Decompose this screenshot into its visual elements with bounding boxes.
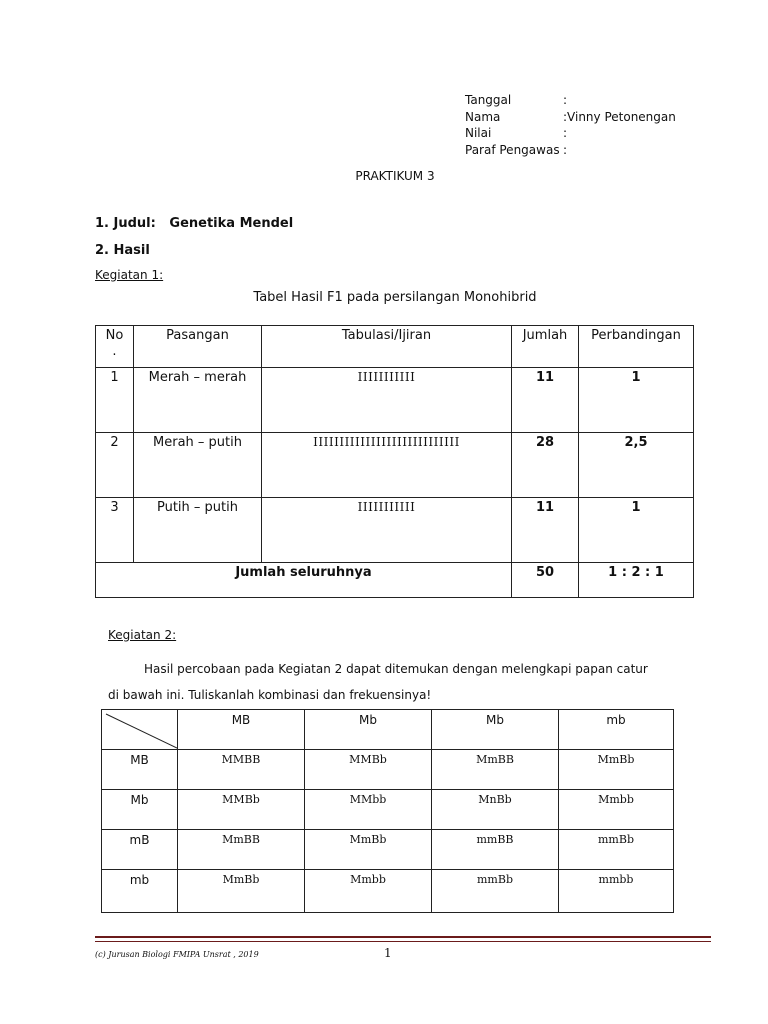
header-label: Paraf Pengawas: [465, 143, 560, 157]
genotype-cell: MMBb: [305, 750, 432, 790]
footer-rule-bottom: [95, 941, 711, 942]
table-row: [96, 498, 694, 563]
cell-tabulasi: IIIIIIIIIII: [262, 498, 512, 563]
table1-title: Tabel Hasil F1 pada persilangan Monohibrid: [253, 290, 537, 305]
genotype-cell: mmbb: [559, 870, 674, 913]
genotype-cell: MmBb: [178, 870, 305, 913]
kegiatan1-label: Kegiatan 1:: [95, 268, 164, 282]
section-judul: [95, 216, 293, 231]
table-header-row: [96, 326, 694, 368]
header-jumlah: Jumlah: [512, 326, 579, 368]
diagonal-corner-cell: [102, 710, 178, 750]
section-hasil: 2. Hasil: [95, 243, 150, 258]
table-row: [96, 433, 694, 498]
genotype-cell: mmBb: [559, 830, 674, 870]
header-value: :: [563, 126, 568, 140]
header-row-tanggal: [465, 92, 567, 108]
cell-no: 3: [96, 498, 134, 563]
section-judul-number: 1. Judul:: [95, 216, 156, 231]
cell-jumlah: 28: [512, 433, 579, 498]
page-number: 1: [384, 946, 392, 960]
header-pasangan: Pasangan: [134, 326, 262, 368]
cell-no: 2: [96, 433, 134, 498]
col-header: mb: [559, 710, 674, 750]
total-ratio: 1 : 2 : 1: [579, 563, 694, 598]
punnett-header-row: [102, 710, 674, 750]
header-no-dot: .: [112, 344, 117, 359]
header-label: Nama: [465, 110, 501, 124]
header-value: :Vinny Petonengan: [563, 110, 676, 124]
header-label: Nilai: [465, 126, 492, 140]
col-header: Mb: [305, 710, 432, 750]
header-value: :: [563, 93, 568, 107]
diagonal-line: [102, 710, 177, 750]
total-label: Jumlah seluruhnya: [96, 563, 512, 598]
monohybrid-table: [95, 325, 694, 598]
genotype-cell: MmBb: [559, 750, 674, 790]
cell-perbandingan: 1: [579, 498, 694, 563]
cell-pasangan: Merah – merah: [134, 368, 262, 433]
row-header: Mb: [102, 790, 178, 830]
cell-perbandingan: 1: [579, 368, 694, 433]
row-header: mB: [102, 830, 178, 870]
header-perbandingan: Perbandingan: [579, 326, 694, 368]
cell-perbandingan: 2,5: [579, 433, 694, 498]
punnett-table: [101, 709, 674, 913]
row-header: mb: [102, 870, 178, 913]
table-row: [102, 790, 674, 830]
genotype-cell: MmBB: [178, 830, 305, 870]
genotype-cell: MMBB: [178, 750, 305, 790]
genotype-cell: mmBB: [432, 830, 559, 870]
header-row-nama: [465, 109, 676, 125]
table-row: [102, 750, 674, 790]
cell-pasangan: Putih – putih: [134, 498, 262, 563]
cell-jumlah: 11: [512, 368, 579, 433]
cell-tabulasi: IIIIIIIIIII: [262, 368, 512, 433]
row-header: MB: [102, 750, 178, 790]
header-tabulasi: Tabulasi/Ijiran: [262, 326, 512, 368]
genotype-cell: MMbb: [305, 790, 432, 830]
total-jumlah: 50: [512, 563, 579, 598]
table-row: [102, 830, 674, 870]
page-title: PRAKTIKUM 3: [355, 169, 435, 183]
kegiatan2-label: Kegiatan 2:: [108, 628, 177, 642]
table-total-row: [96, 563, 694, 598]
footer-rule-top: [95, 936, 711, 938]
kegiatan2-paragraph-line1: Hasil percobaan pada Kegiatan 2 dapat ditemukan dengan melengkapi papan catur: [144, 662, 648, 676]
header-row-paraf: [465, 142, 567, 158]
header-no-text: No: [105, 328, 124, 343]
genotype-cell: Mmbb: [559, 790, 674, 830]
kegiatan2-paragraph-line2: di bawah ini. Tuliskanlah kombinasi dan frekuensinya!: [108, 688, 432, 702]
header-value: :: [563, 143, 568, 157]
cell-jumlah: 11: [512, 498, 579, 563]
header-label: Tanggal: [465, 93, 512, 107]
cell-pasangan: Merah – putih: [134, 433, 262, 498]
section-judul-text: Genetika Mendel: [169, 216, 294, 231]
header-row-nilai: [465, 125, 567, 141]
cell-no: 1: [96, 368, 134, 433]
footer-credit: (c) Jurusan Biologi FMIPA Unsrat , 2019: [95, 950, 259, 959]
table-row: [96, 368, 694, 433]
table-row: [102, 870, 674, 913]
cell-tabulasi: IIIIIIIIIIIIIIIIIIIIIIIIIIII: [262, 433, 512, 498]
col-header: MB: [178, 710, 305, 750]
col-header: Mb: [432, 710, 559, 750]
genotype-cell: mmBb: [432, 870, 559, 913]
genotype-cell: MmBB: [432, 750, 559, 790]
header-no: [96, 326, 134, 368]
genotype-cell: MmBb: [305, 830, 432, 870]
genotype-cell: MMBb: [178, 790, 305, 830]
genotype-cell: MnBb: [432, 790, 559, 830]
genotype-cell: Mmbb: [305, 870, 432, 913]
